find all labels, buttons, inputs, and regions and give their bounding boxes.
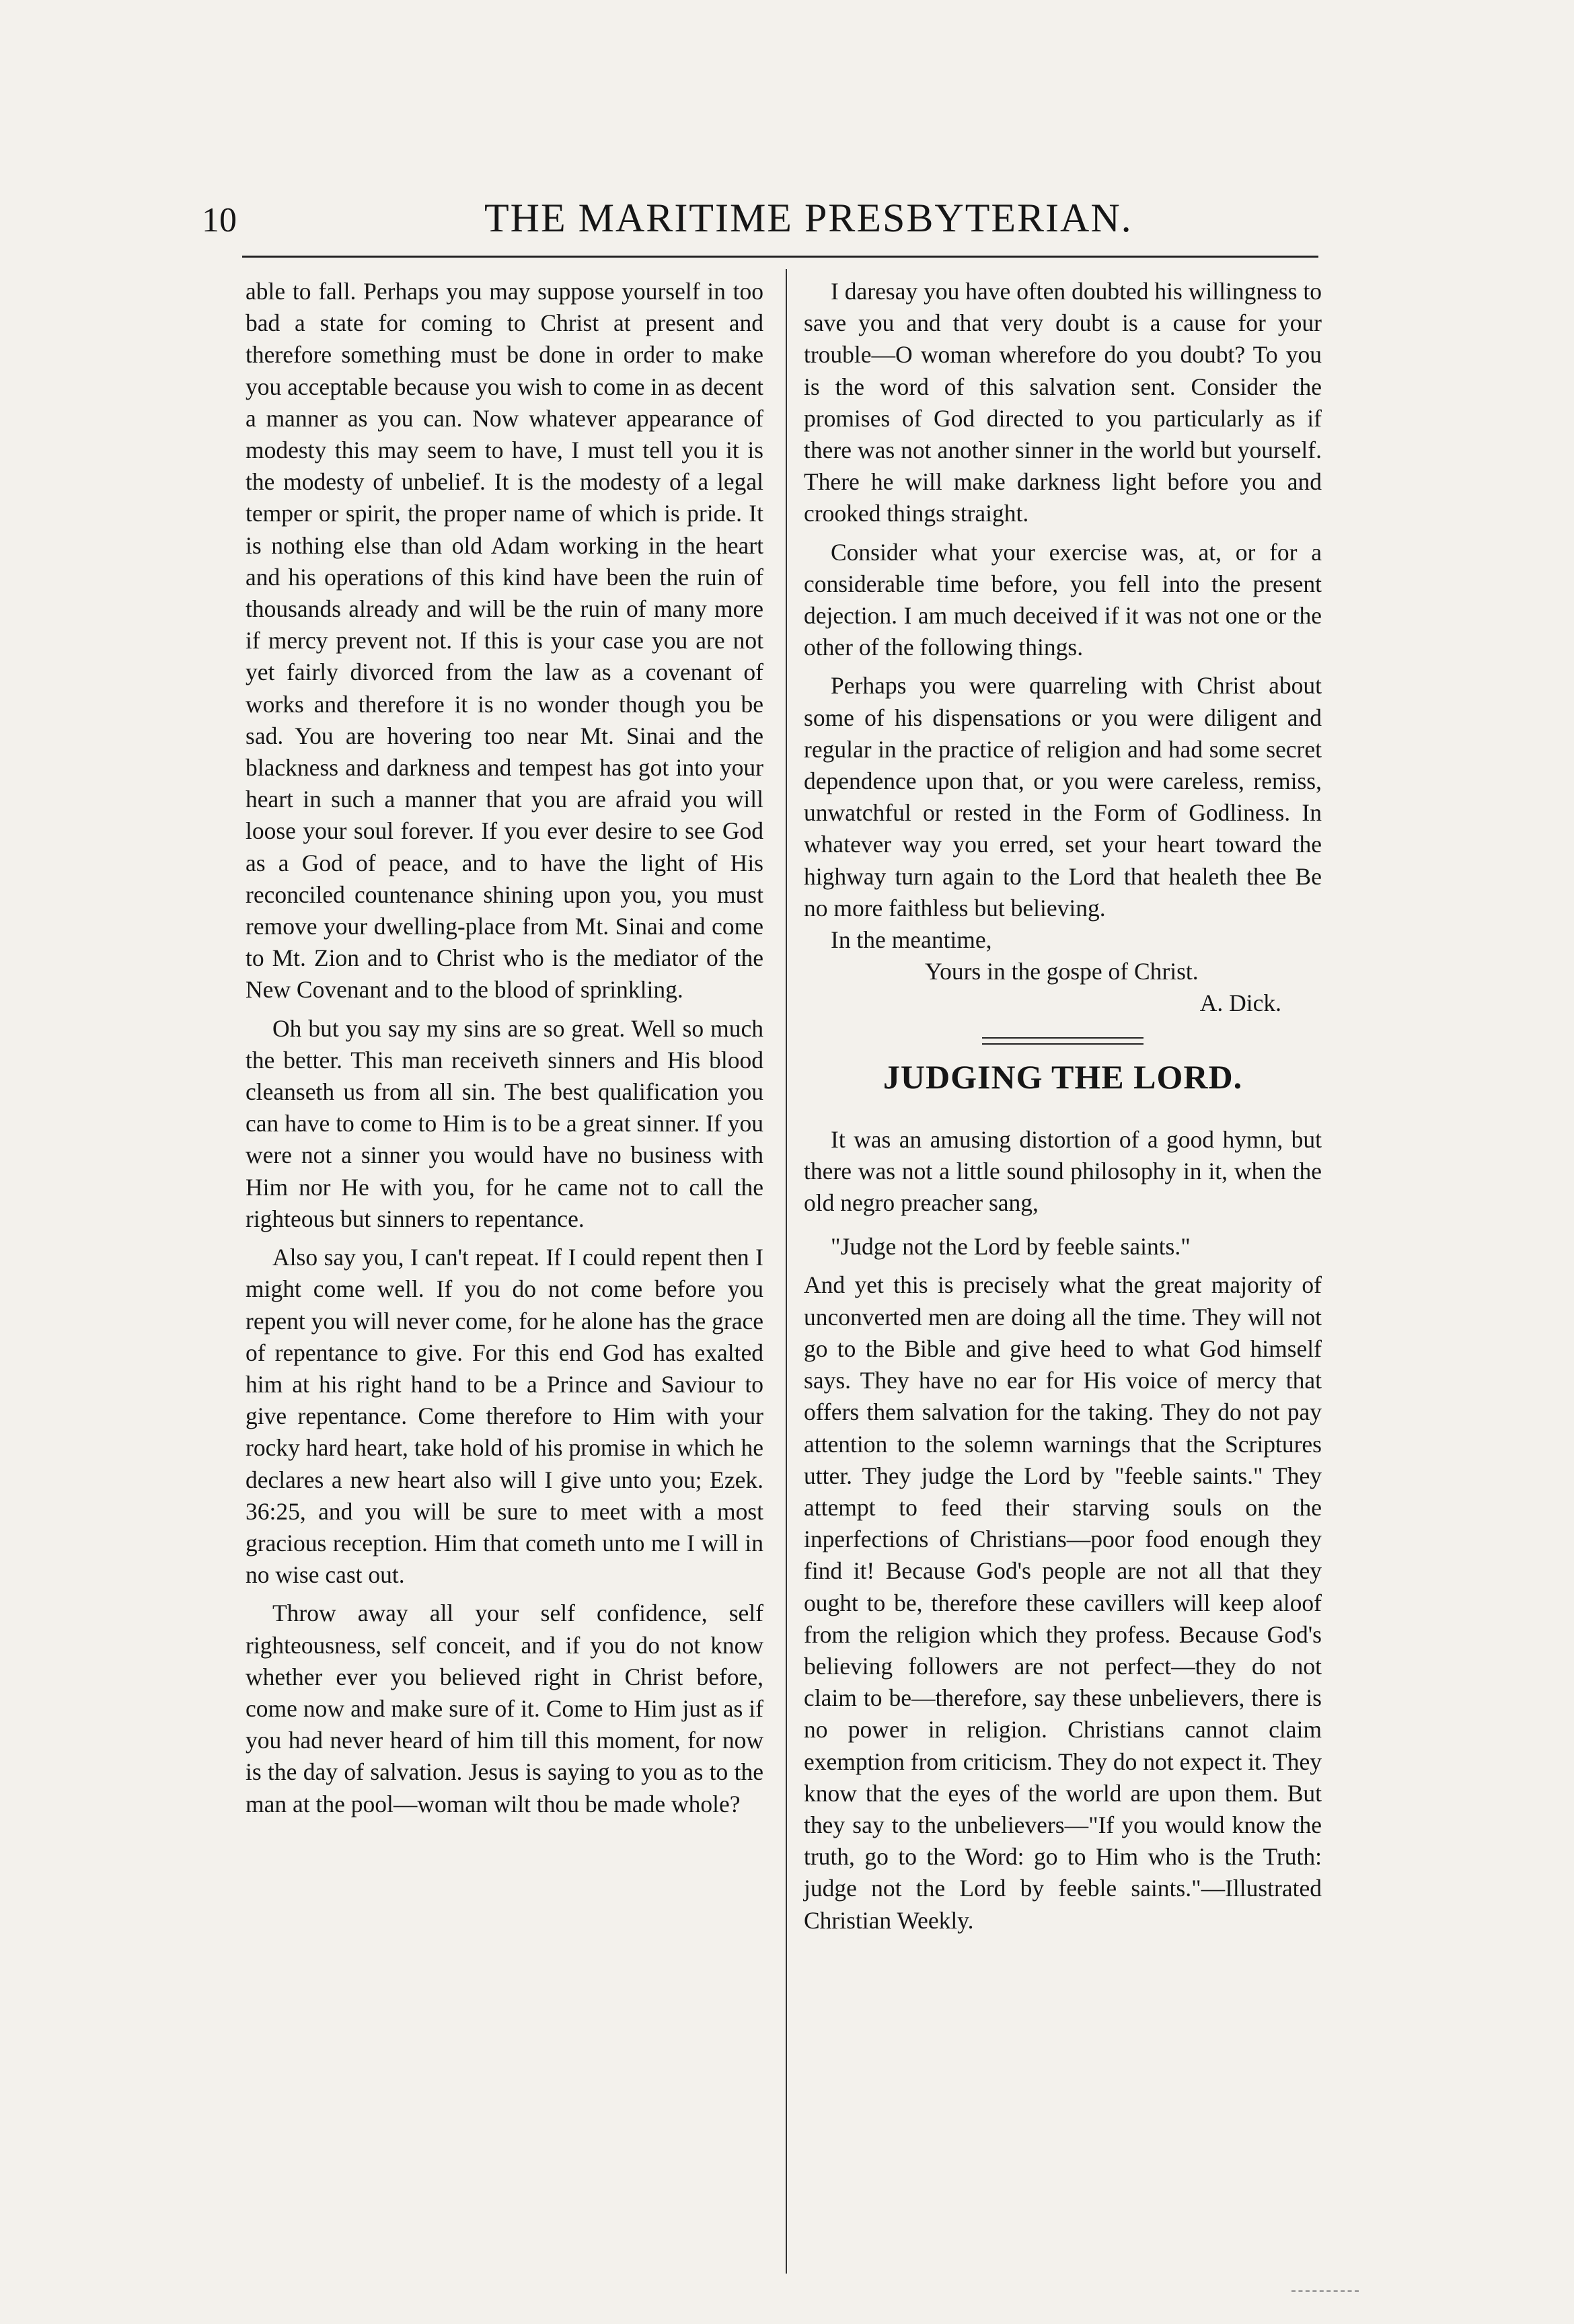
left-paragraph: Also say you, I can't repeat. If I could repent then I might come well. If you do not come before you repent you will never come, for he alone has the grace of repentance to give. For this end God has exalted him at his right hand to be a Prince and Saviour to give repentance. Come therefore to Him with your rocky hard heart, take hold of his promise in which he declares a new heart also will I give unto you; Ezek. 36:25, and you will be sure to meet with a most gracious reception. Him that cometh unto me I will in no wise cast out.	[246, 1244, 763, 1589]
letter-closing: Yours in the gospe of Christ.	[925, 958, 1199, 985]
left-paragraph: Oh but you say my sins are so great. Well so much the better. This man receiveth sinners and His blood cleanseth us from all sin. The best qualification you can have to come to Him is to be a great sinner. If you were not a sinner you would have no business with Him nor He with you, for he came not to call the righteous but sinners to repentance.	[246, 1014, 763, 1232]
letter-paragraph: Perhaps you were quarreling with Christ about some of his dispensations or you were diligent and regular in the practice of religion and had some secret dependence upon that, or you were careless, remiss, unwatchful or rested in the Form of Godliness. In whatever way you erred, set your heart toward the highway turn again to the Lord that healeth thee Be no more faithless but believing.	[804, 672, 1322, 922]
scan-mark	[1291, 2290, 1359, 2292]
header-rule	[242, 256, 1318, 258]
page-number: 10	[202, 201, 237, 239]
section-divider	[982, 1037, 1144, 1045]
left-paragraph: able to fall. Perhaps you may suppose yourself in too bad a state for coming to Christ at present and therefore something must be done in order to make you acceptable because you wish to come in as decent a manner as you can. Now whatever appearance of modesty this may seem to have, I must tell you it is the modesty of unbelief. It is the modesty of a legal temper or spirit, the proper name of which is pride. It is nothing else than old Adam working in the heart and his operations of this kind have been the ruin of thousands already and will be the ruin of many more if mercy prevent not. If this is your case you are not yet fairly divorced from the law as a covenant of works and therefore it is no wonder though you be sad. You are hovering too near Mt. Sinai and the blackness and darkness and tempest has got into your heart in such a manner that you are afraid you will loose your soul forever. If you ever desire to see God as a God of peace, and to have the light of His reconciled countenance shining upon you, you must remove your dwelling-place from Mt. Sinai and come to Mt. Zion and to Christ who is the mediator of the New Covenant and to the blood of sprinkling.	[246, 278, 763, 1004]
letter-paragraph: Consider what your exercise was, at, or for a considerable time before, you fell into the present dejection. I am much deceived if it was not one or the other of the following things.	[804, 538, 1322, 661]
right-column	[804, 276, 1322, 1937]
letter-sign-off: In the meantime,	[831, 926, 992, 954]
article-quote: "Judge not the Lord by feeble saints."	[831, 1233, 1191, 1261]
column-divider	[786, 269, 787, 2274]
left-paragraph: Throw away all your self confidence, self righteousness, self conceit, and if you do not know whether ever you believed right in Christ before, come now and make sure of it. Come to Him just as if you had never heard of him till this moment, for now is the day of salvation. Jesus is saying to you as to the man at the pool—woman wilt thou be made whole?	[246, 1600, 763, 1817]
article-heading: JUDGING THE LORD.	[883, 1057, 1243, 1096]
letter-signature: A. Dick.	[1199, 989, 1281, 1017]
running-title: THE MARITIME PRESBYTERIAN.	[484, 196, 1133, 240]
article-intro: It was an amusing distortion of a good hymn, but there was not a little sound philosophy in it, when the old negro preacher sang,	[804, 1125, 1322, 1217]
letter-paragraph: I daresay you have often doubted his willingness to save you and that very doubt is a cause for your trouble—O woman wherefore do you doubt? To you is the word of this salvation sent. Consider the promises of God directed to you particularly as if there was not another sinner in the world but yourself. There he will make darkness light before you and crooked things straight.	[804, 278, 1322, 527]
left-column	[246, 276, 763, 1820]
article-body: And yet this is precisely what the great majority of unconverted men are doing all the time. They will not go to the Bible and give heed to what God himself says. They have no ear for His voice of mercy that offers them salvation for the taking. They do not pay attention to the solemn warnings that the Scriptures utter. They judge the Lord by "feeble saints." They attempt to feed their starving souls on the inperfections of Christians—poor food enough they find it! Because God's people are not all that they ought to be, therefore these cavillers will keep aloof from the religion which they profess. Because God's believing followers are not perfect—they do not claim to be—therefore, say these unbelievers, there is no power in religion. Christians cannot claim exemption from criticism. They do not expect it. They know that the eyes of the world are upon them. But they say to the unbelievers—"If you would know the truth, go to the Word: go to Him who is the Truth: judge not the Lord by feeble saints."—Illustrated Christian Weekly.	[804, 1271, 1322, 1934]
page-header	[202, 195, 1318, 249]
